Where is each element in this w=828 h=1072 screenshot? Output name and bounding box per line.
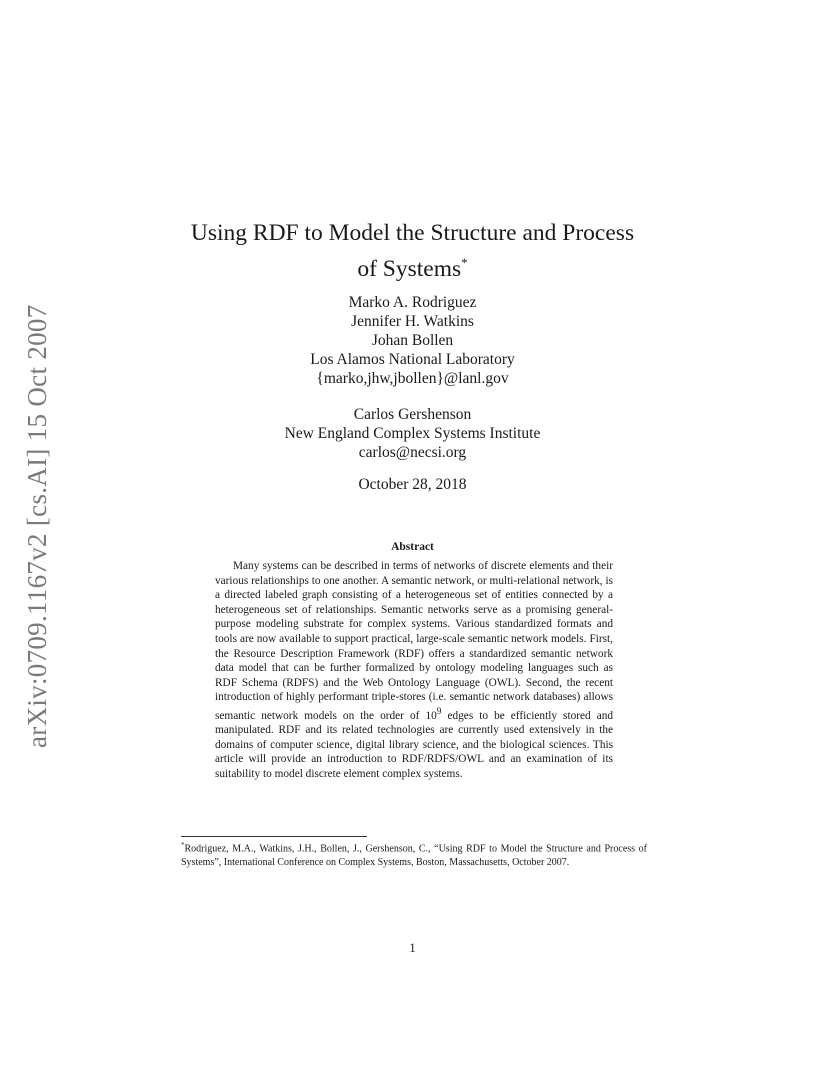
title-line-2-text: of Systems (357, 255, 462, 282)
footnote-text: Rodriguez, M.A., Watkins, J.H., Bollen, J., Gershenson, C., “Using RDF to Model the Structure and Process of Systems”, International Conference on Complex Systems, Boston, Massachusetts, October 2007. (181, 843, 647, 868)
author-affiliation: Los Alamos National Laboratory (310, 351, 515, 368)
paper-title (150, 218, 675, 284)
footnote (181, 839, 647, 869)
footnote-divider (181, 836, 367, 837)
abstract-text-part-1: Many systems can be described in terms of networks of discrete elements and their various relationships to one another. A semantic network, or multi-relational network, is a directed labeled graph consisting of a heterogeneous set of entities connected by a heterogeneous set of relationships. Semantic networks serve as a promising general-purpose modeling substrate for complex systems. Various standardized formats and tools are now available to support practical, large-scale semantic network models. First, the Resource Description Framework (RDF) offers a standardized semantic network data model that can be further formalized by ontology modeling languages such as RDF Schema (RDFS) and the Web Ontology Language (OWL). Second, the recent introduction of highly performant triple-stores (i.e. semantic network databases) allows semantic network models on the order of 10 (215, 560, 613, 722)
title-line-2 (150, 248, 675, 284)
author-name: Carlos Gershenson (353, 406, 472, 423)
arxiv-identifier-stamp: arXiv:0709.1167v2 [cs.AI] 15 Oct 2007 (22, 304, 52, 748)
author-block (150, 293, 675, 462)
abstract-heading: Abstract (391, 541, 434, 553)
abstract-body (215, 559, 613, 782)
title-footnote-mark: * (461, 255, 468, 270)
title-line-1: Using RDF to Model the Structure and Process (190, 220, 635, 246)
author-affiliation: New England Complex Systems Institute (284, 425, 541, 442)
footnote-mark: * (181, 841, 185, 849)
author-email: {marko,jhw,jbollen}@lanl.gov (316, 370, 509, 387)
author-name: Johan Bollen (371, 332, 454, 349)
abstract-exponent: 9 (436, 706, 442, 717)
paper-date: October 28, 2018 (358, 476, 467, 493)
author-name: Marko A. Rodriguez (348, 294, 477, 311)
abstract-text-part-2: edges to be efficiently stored and manipulated. RDF and its related technologies are currently used extensively in the domains of computer science, digital library science, and the biological sciences. This article will provide an introduction to RDF/RDFS/OWL and an examination of its suitability to model discrete element complex systems. (215, 709, 614, 781)
author-email: carlos@necsi.org (358, 444, 467, 461)
author-name: Jennifer H. Watkins (351, 313, 474, 330)
page-number: 1 (409, 941, 416, 955)
